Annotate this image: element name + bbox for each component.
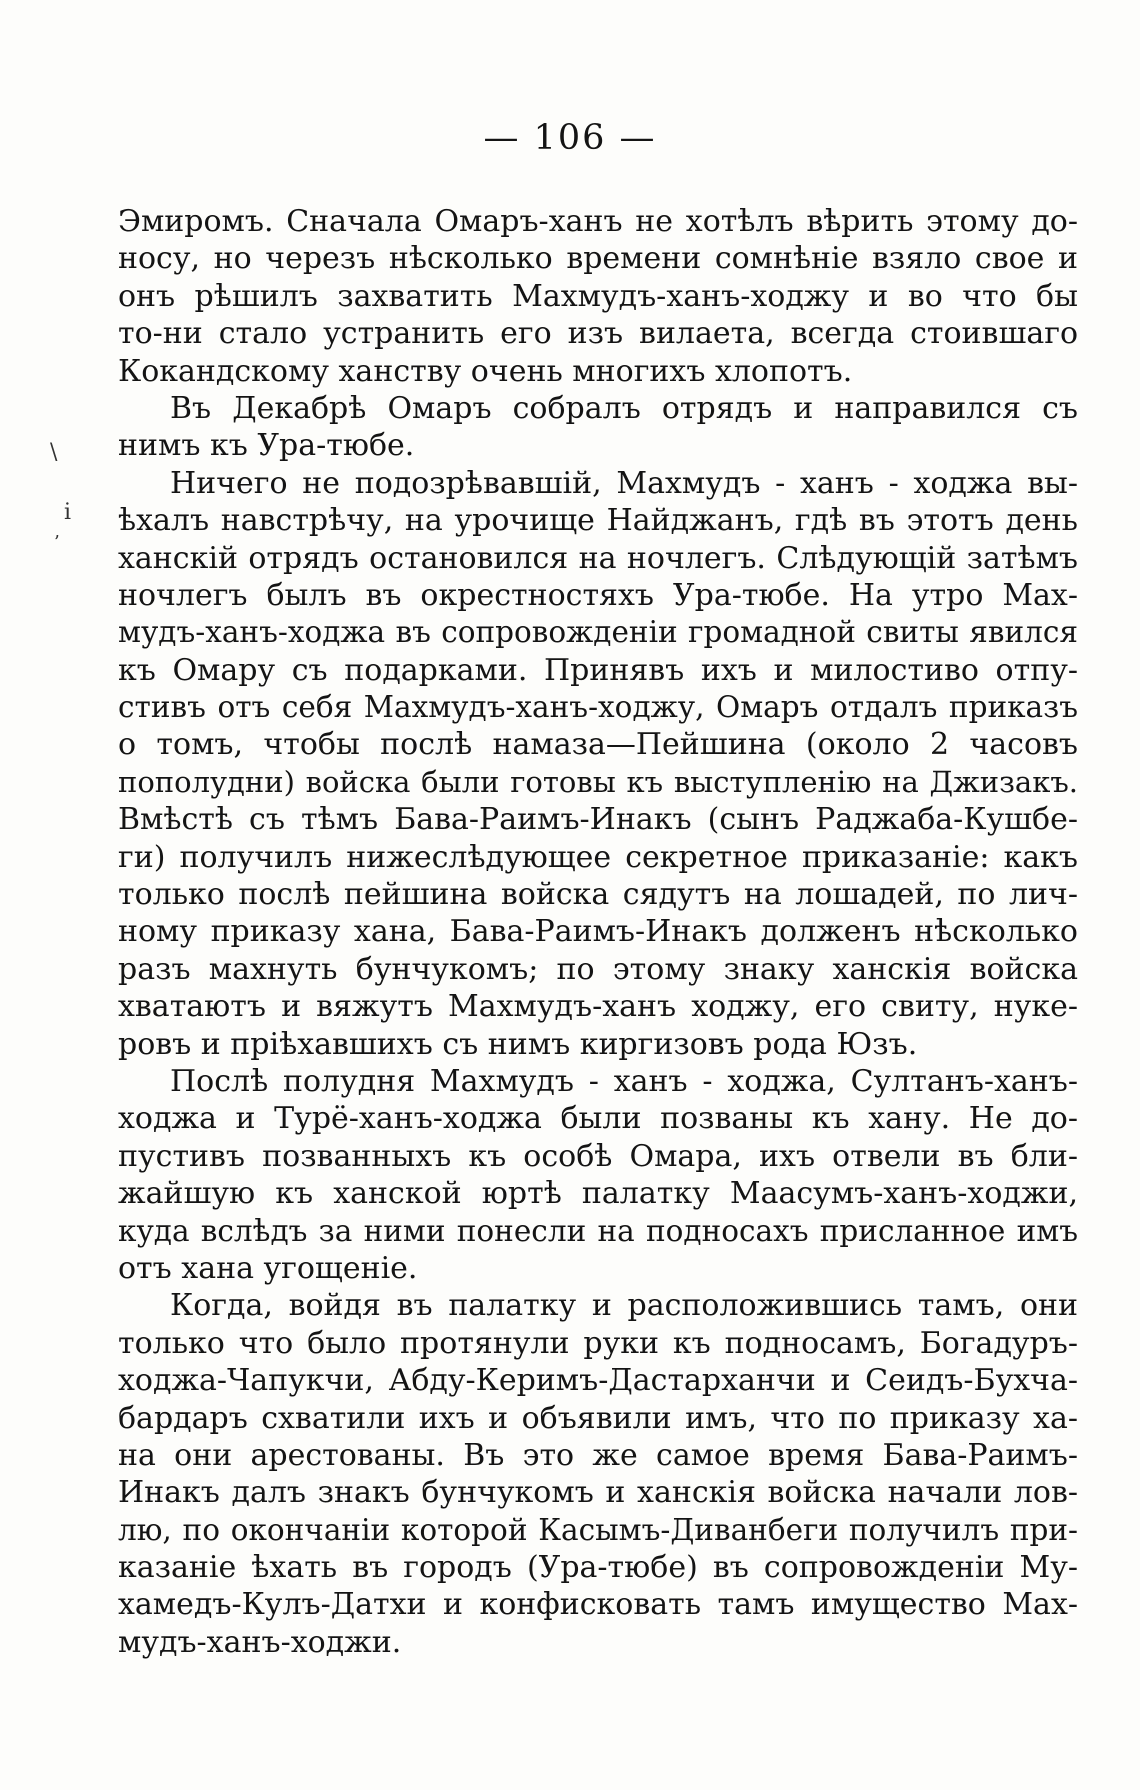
text-line: то-ни стало устранить его изъ вилаета, всегда стоившаго — [118, 316, 1078, 352]
text-line: мудъ-ханъ-ходжи. — [118, 1624, 402, 1660]
text-line: бардаръ схватили ихъ и объявили имъ, что по приказу ха- — [118, 1400, 1078, 1436]
paragraph — [118, 203, 1078, 390]
text-line: лю, по окончаніи которой Касымъ-Диванбеги получилъ при- — [118, 1512, 1078, 1547]
text-line: казаніе ѣхать въ городъ (Ура-тюбе) въ сопровожденіи Му- — [118, 1550, 1078, 1586]
text-line: къ Омару съ подарками. Принявъ ихъ и милостиво отпу- — [118, 652, 1078, 688]
page-number: — 106 — — [483, 118, 657, 158]
text-line: Въ Декабрѣ Омаръ собралъ отрядъ и направился съ — [170, 390, 1078, 426]
text-line: Когда, войдя въ палатку и расположившись тамъ, они — [170, 1288, 1078, 1324]
text-line: нимъ къ Ура-тюбе. — [118, 428, 415, 464]
text-line: мудъ-ханъ-ходжа въ сопровожденіи громадной свиты явился — [118, 615, 1078, 650]
text-line: Инакъ далъ знакъ бунчукомъ и ханскія войска начали лов- — [118, 1475, 1078, 1511]
text-line: Ничего не подозрѣвавшій, Махмудъ - ханъ - ходжа вы- — [170, 465, 1078, 501]
margin-mark: ’ — [54, 532, 60, 553]
text-line: ханскій отрядъ остановился на ночлегъ. Слѣдующій затѣмъ — [118, 540, 1078, 576]
text-line: ходжа и Турё-ханъ-ходжа были позваны къ хану. Не до- — [118, 1101, 1078, 1137]
text-line: ному приказу хана, Бава-Раимъ-Инакъ долженъ нѣсколько — [118, 914, 1078, 950]
text-line: на они арестованы. Въ это же самое время Бава-Раимъ- — [118, 1437, 1078, 1473]
text-line: онъ рѣшилъ захватить Махмудъ-ханъ-ходжу и во что бы — [118, 278, 1078, 314]
text-line: только что было протянули руки къ подносамъ, Богадуръ- — [118, 1325, 1078, 1361]
text-line: ѣхалъ навстрѣчу, на урочище Найджанъ, гдѣ въ этотъ день — [118, 503, 1078, 539]
paragraph — [118, 390, 1078, 465]
text-line: Кокандскому ханству очень многихъ хлопотъ. — [118, 353, 853, 389]
text-line: куда вслѣдъ за ними понесли на подносахъ присланное имъ — [118, 1213, 1078, 1248]
paragraph — [118, 1063, 1078, 1287]
text-line: Вмѣстѣ съ тѣмъ Бава-Раимъ-Инакъ (сынъ Раджаба-Кушбе- — [118, 802, 1078, 838]
text-line: ночлегъ былъ въ окрестностяхъ Ура-тюбе. На утро Мах- — [118, 577, 1078, 613]
text-line: стивъ отъ себя Махмудъ-ханъ-ходжу, Омаръ отдалъ приказъ — [118, 690, 1078, 725]
text-line: пополудни) войска были готовы къ выступленію на Джизакъ. — [118, 764, 1078, 799]
body-text — [118, 203, 1078, 1661]
text-line: о томъ, чтобы послѣ намаза—Пейшина (около 2 часовъ — [118, 727, 1078, 763]
text-line: пустивъ позванныхъ къ особѣ Омара, ихъ отвели въ бли- — [118, 1138, 1078, 1174]
margin-mark: і — [64, 500, 72, 525]
text-line: Эмиромъ. Сначала Омаръ-ханъ не хотѣлъ вѣрить этому до- — [118, 204, 1078, 239]
margin-mark: \ — [50, 440, 58, 465]
text-line: носу, но черезъ нѣсколько времени сомнѣніе взяло свое и — [118, 241, 1078, 277]
text-line: отъ хана угощеніе. — [118, 1250, 418, 1286]
paragraph — [118, 465, 1078, 1063]
text-line: ходжа-Чапукчи, Абду-Керимъ-Дастарханчи и Сеидъ-Бухча- — [118, 1363, 1078, 1399]
text-line: только послѣ пейшина войска сядутъ на лошадей, по лич- — [118, 877, 1078, 913]
text-line: ровъ и пріѣхавшихъ съ нимъ киргизовъ рода Юзъ. — [118, 1026, 918, 1062]
text-line: ги) получилъ нижеслѣдующее секретное приказаніе: какъ — [118, 839, 1078, 875]
text-line: жайшую къ ханской юртѣ палатку Маасумъ-ханъ-ходжи, — [118, 1176, 1078, 1212]
text-line: Послѣ полудня Махмудъ - ханъ - ходжа, Султанъ-ханъ- — [170, 1063, 1078, 1099]
text-line: разъ махнуть бунчукомъ; по этому знаку ханскія войска — [118, 951, 1078, 987]
text-line: хватаютъ и вяжутъ Махмудъ-ханъ ходжу, его свиту, нуке- — [118, 989, 1078, 1025]
paragraph — [118, 1287, 1078, 1661]
text-line: хамедъ-Кулъ-Датхи и конфисковать тамъ имущество Мах- — [118, 1587, 1078, 1623]
